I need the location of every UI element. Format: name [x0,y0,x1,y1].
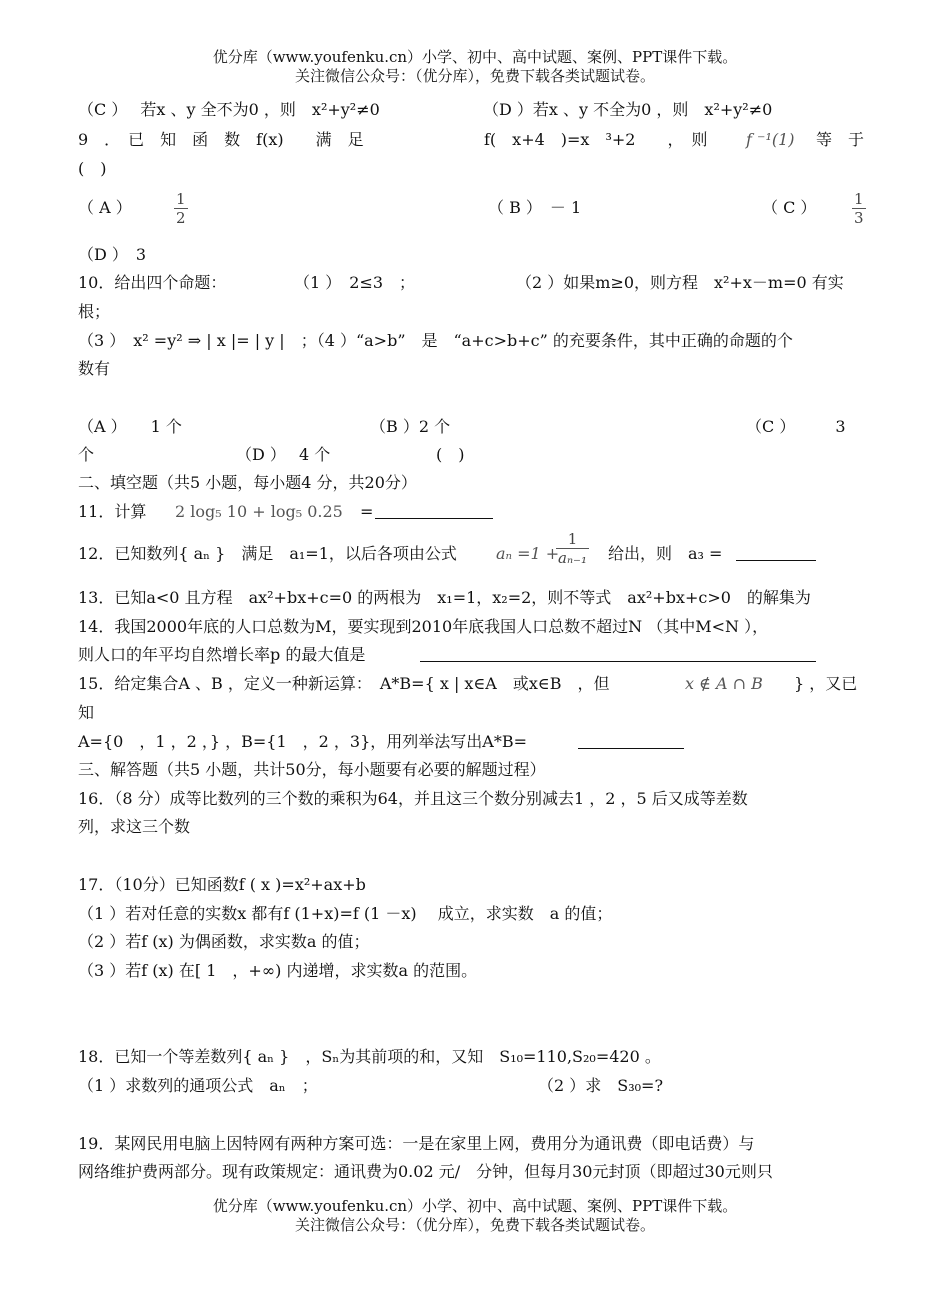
q10-line-3 [78,329,872,353]
q15-line-1 [78,672,872,696]
q10-option-b: （B ）2 个 [370,417,451,436]
q10-line-4-text: 数有 [78,359,111,378]
q9-stem [78,128,872,152]
section-3-heading: 三、解答题（共5 小题，共计50分，每小题要有必要的解题过程） [78,760,546,779]
q12-formula-lhs: aₙ =1 + [496,544,560,563]
q8-option-d: （D ）若x 、y 不全为0 ，则 x²+y²≠0 [483,100,773,119]
q10-option-d: （D ） 4 个 [236,445,331,464]
q10-answer-paren: ( ) [436,445,465,464]
q9-option-d: （D ） 3 [78,245,147,264]
q17-part-3: （3 ）若f (x) 在[ 1 ，+∞) 内递增，求实数a 的范围。 [78,961,478,980]
q17-part-2: （2 ）若f (x) 为偶函数，求实数a 的值； [78,932,370,951]
q12-fraction-numerator: 1 [556,530,589,549]
q10-proposition-2: （2 ）如果m≥0，则方程 x²+x－m=0 有实 [516,273,844,292]
q9-inverse-function: f ⁻¹(1) [746,130,795,149]
q10-option-c: （C ） 3 [746,417,846,436]
q10-option-a: （A ） 1 个 [78,417,182,436]
q9-answer-paren: ( ) [78,159,107,178]
q9-stem-part-3: 等 于 [816,130,865,149]
q9-option-c-fraction [852,190,866,227]
q18-parts-row [78,1074,872,1098]
q18-part-2: （2 ）求 S₃₀=? [538,1076,664,1095]
q10-stem [78,271,872,295]
q9-option-a-denominator: 2 [176,209,186,227]
q19-line-2: 网络维护费两部分。现有政策规定：通讯费为0.02 元/ 分钟，但每月30元封顶（即超过30元则只 [78,1162,773,1181]
q10-propositions-3-4: （3 ） x² =y² ⇒ | x |= | y | ；（4 ）“a>b” 是 “a+c>b+c” 的充要条件，其中正确的命题的个 [78,331,793,350]
q12-text-1: 12．已知数列{ aₙ } 满足 a₁=1，以后各项由公式 [78,544,457,563]
header-line-2: 关注微信公众号：（优分库），免费下载各类试题试卷。 [294,67,655,85]
q9-stem-part-1: 9 ． 已 知 函 数 f(x) 满 足 [78,130,364,149]
q8-option-c: （C ） 若x 、y 全不为0 ，则 x²+y²≠0 [78,100,380,119]
q9-option-b: （ B ） － 1 [488,198,582,217]
q10-options-row-2 [78,443,872,467]
q11-row [78,500,872,524]
q12-formula-fraction [556,530,589,567]
q16-line-2: 列，求这三个数 [78,817,191,836]
q10-proposition-1: （1 ） 2≤3 ； [294,273,416,292]
q15-text-1: 15．给定集合A 、B ，定义一种新运算： A*B={ x | x∈A 或x∈B ，但 [78,674,610,693]
q9-option-c-numerator: 1 [854,190,864,208]
q14-text-2: 则人口的年平均自然增长率p 的最大值是 [78,645,366,664]
q11-text: 11．计算 [78,502,147,521]
q14-line-2 [78,643,872,667]
q15-math-condition: x ∉ A ∩ B [685,674,763,693]
q9-option-c-denominator: 3 [854,209,864,227]
q8-options-row [78,98,872,122]
q9-options-row-2 [78,243,872,267]
header-line-1: 优分库（www.youfenku.cn）小学、初中、高中试题、案例、PPT课件下载。 [212,48,738,66]
q9-option-a: （ A ） [78,198,132,217]
q10-line-2-text: 根； [78,302,111,321]
q15-text-2: } ，又已 [794,674,858,693]
q14-answer-blank [420,643,816,669]
q18-stem: 18．已知一个等差数列{ aₙ } ，Sₙ为其前项的和，又知 S₁₀=110,S₂₀=420 。 [78,1047,661,1066]
q10-options-row-1 [78,415,872,439]
q9-option-a-fraction [174,190,188,227]
q17-stem: 17．（10分）已知函数f ( x )=x²+ax+b [78,875,366,894]
q15-line-3 [78,730,872,754]
q16-line-1: 16．（8 分）成等比数列的三个数的乘积为64，并且这三个数分别减去1 ，2 ，5 后又成等差数 [78,789,748,808]
footer-line-1: 优分库（www.youfenku.cn）小学、初中、高中试题、案例、PPT课件下载。 [212,1197,738,1215]
q12-answer-blank [736,542,816,568]
q17-part-1: （1 ）若对任意的实数x 都有f (1+x)=f (1 －x) 成立，求实数 a 的值； [78,904,613,923]
q10-line-2 [78,300,872,324]
q9-paren-row [78,157,872,181]
q11-equals: = [360,502,374,521]
q18-part-1: （1 ）求数列的通项公式 aₙ ； [78,1076,318,1095]
q9-option-a-numerator: 1 [176,190,186,208]
q15-line-2: 知 [78,703,95,722]
q9-options-row-1 [78,190,872,238]
q9-stem-part-2: f( x+4 )=x ³+2 ， 则 [484,130,708,149]
q13-row: 13．已知a<0 且方程 ax²+bx+c=0 的两根为 x₁=1，x₂=2，则不等式 ax²+bx+c>0 的解集为 [78,588,811,607]
q14-line-1: 14．我国2000年底的人口总数为M，要实现到2010年底我国人口总数不超过N （其中M<N ）， [78,617,769,636]
q9-option-c: （ C ） [762,198,817,217]
page-header [0,48,950,86]
q11-expression: 2 log₅ 10 + log₅ 0.25 [175,502,343,521]
q15-text-3: A={0 ，1 ，2 ，} ，B={1 ，2 ，3}，用列举法写出A*B= [78,732,527,751]
q15-answer-blank [578,730,684,756]
q10-line-4 [78,357,872,381]
section-2-heading: 二、填空题（共5 小题，每小题4 分，共20分） [78,473,417,492]
q12-fraction-denominator: aₙ₋₁ [558,549,587,567]
page-footer [0,1197,950,1235]
q10-option-c-unit: 个 [78,445,95,464]
q12-row [78,530,872,582]
q11-answer-blank [375,500,493,526]
q19-line-1: 19．某网民用电脑上因特网有两种方案可选：一是在家里上网，费用分为通讯费（即电话费）与 [78,1134,755,1153]
footer-line-2: 关注微信公众号：（优分库），免费下载各类试题试卷。 [294,1216,655,1234]
q10-stem-part-1: 10．给出四个命题： [78,273,227,292]
q12-text-2: 给出，则 a₃ = [608,544,723,563]
